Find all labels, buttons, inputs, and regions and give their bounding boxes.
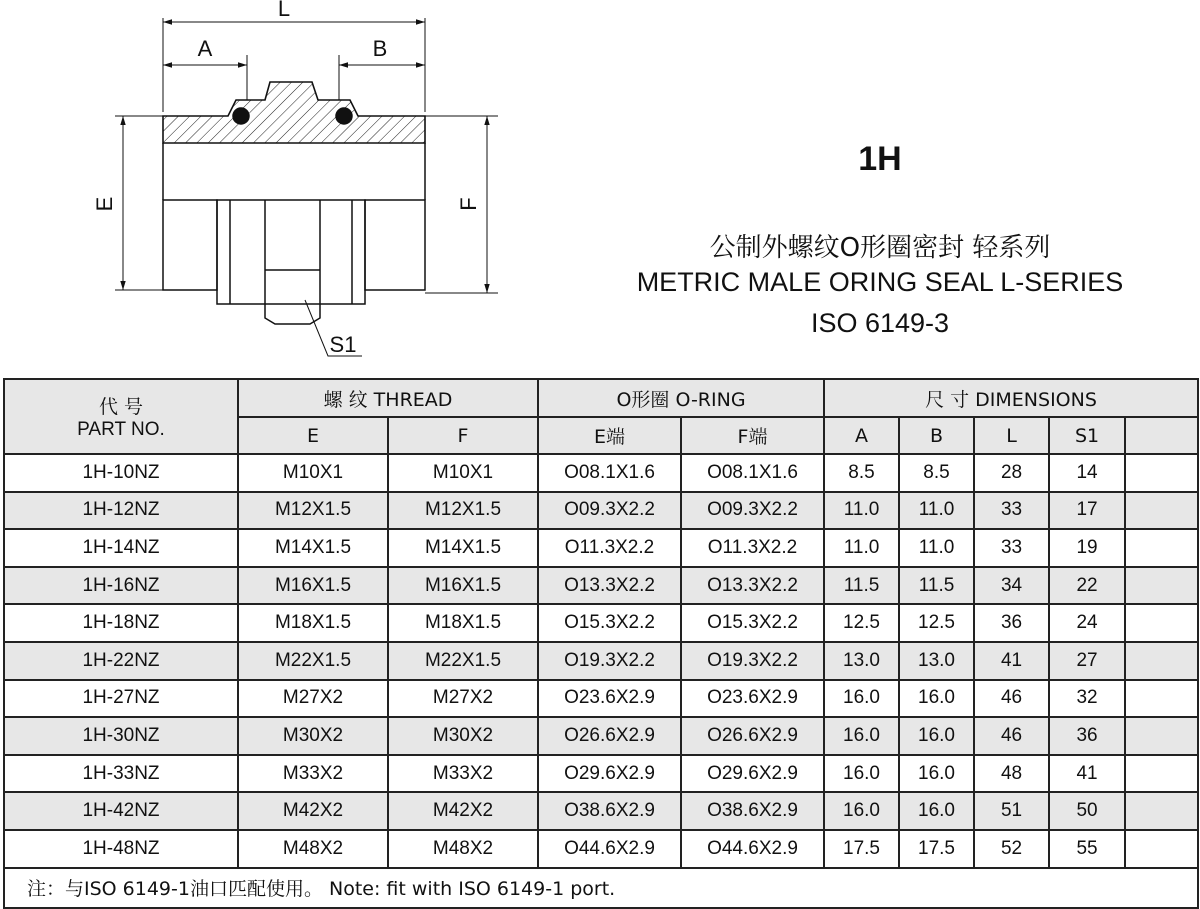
table-cell: 36 [974,604,1049,642]
table-cell: 36 [1049,717,1125,755]
table-row [4,454,1198,492]
dimensions-table [3,378,1199,909]
table-cell: 16.0 [824,792,899,830]
table-row [4,604,1198,642]
table-cell: O44.6X2.9 [538,830,681,868]
table-cell: M18X1.5 [238,604,388,642]
table-cell: 16.0 [899,680,974,718]
table-cell: M22X1.5 [388,642,538,680]
thread-group-header: 螺 纹 THREAD [238,379,538,417]
sub-header-4: A [824,417,899,454]
table-cell: 16.0 [824,755,899,793]
table-cell: 55 [1049,830,1125,868]
table-cell: O15.3X2.2 [681,604,824,642]
table-cell: 17 [1049,492,1125,530]
table-cell: 13.0 [899,642,974,680]
part-no-header-en: PART NO. [77,419,165,440]
table-cell: O09.3X2.2 [538,492,681,530]
dim-label-l: L [277,0,291,21]
table-cell: O23.6X2.9 [681,680,824,718]
table-cell: M30X2 [388,717,538,755]
table-cell: 1H-30NZ [4,717,238,755]
table-cell: 1H-27NZ [4,680,238,718]
table-cell [1125,492,1198,530]
table-cell [1125,604,1198,642]
table-cell: M16X1.5 [238,567,388,605]
table-cell: 41 [974,642,1049,680]
title-chinese: 公制外螺纹O形圈密封 轻系列 [709,233,1051,263]
sub-header-7: S1 [1049,417,1125,454]
table-cell: M12X1.5 [238,492,388,530]
sub-header-2: E端 [538,417,681,454]
table-cell: 12.5 [899,604,974,642]
table-cell: 1H-33NZ [4,755,238,793]
table-cell: O19.3X2.2 [681,642,824,680]
table-cell [1125,454,1198,492]
product-code: 1H [858,140,902,178]
table-cell: 1H-16NZ [4,567,238,605]
table-cell: O26.6X2.9 [681,717,824,755]
sub-header-3: F端 [681,417,824,454]
table-cell: M48X2 [238,830,388,868]
table-row [4,830,1198,868]
table-cell: 14 [1049,454,1125,492]
table-cell: 8.5 [824,454,899,492]
table-cell: 16.0 [899,755,974,793]
table-cell: 52 [974,830,1049,868]
table-cell: 1H-10NZ [4,454,238,492]
table-cell: O13.3X2.2 [538,567,681,605]
table-cell [1125,792,1198,830]
dim-label-e: E [92,196,117,212]
table-note: 注：与ISO 6149-1油口匹配使用。 Note: fit with ISO 6149-1 port. [4,868,1198,908]
table-cell: M10X1 [388,454,538,492]
table-cell: M14X1.5 [388,529,538,567]
oring-group-header: O形圈 O-RING [538,379,824,417]
title-english: METRIC MALE ORING SEAL L-SERIES [636,267,1124,297]
table-cell: 1H-12NZ [4,492,238,530]
table-cell: M16X1.5 [388,567,538,605]
table-cell: O26.6X2.9 [538,717,681,755]
table-cell: O44.6X2.9 [681,830,824,868]
table-cell: 34 [974,567,1049,605]
table-row [4,717,1198,755]
table-cell: M48X2 [388,830,538,868]
table-cell: 17.5 [824,830,899,868]
table-cell: 27 [1049,642,1125,680]
table-cell [1125,567,1198,605]
table-cell: 46 [974,680,1049,718]
dim-label-b: B [372,36,388,61]
table-cell: 28 [974,454,1049,492]
table-cell [1125,830,1198,868]
table-cell: O19.3X2.2 [538,642,681,680]
table-cell: M42X2 [238,792,388,830]
table-cell: 33 [974,492,1049,530]
table-cell: M33X2 [388,755,538,793]
table-cell [1125,717,1198,755]
table-cell: 1H-42NZ [4,792,238,830]
sub-header-0: E [238,417,388,454]
table-cell: 51 [974,792,1049,830]
table-row [4,755,1198,793]
table-cell: O08.1X1.6 [538,454,681,492]
table-cell: O29.6X2.9 [538,755,681,793]
table-cell: M42X2 [388,792,538,830]
table-cell: 17.5 [899,830,974,868]
table-cell: M22X1.5 [238,642,388,680]
table-cell: O23.6X2.9 [538,680,681,718]
table-cell: 41 [1049,755,1125,793]
table-cell: 16.0 [824,717,899,755]
dim-label-s1: S1 [329,332,357,357]
table-cell: O11.3X2.2 [538,529,681,567]
table-cell: 11.0 [899,529,974,567]
sub-header-5: B [899,417,974,454]
table-cell: O08.1X1.6 [681,454,824,492]
table-cell [1125,755,1198,793]
table-cell: O38.6X2.9 [538,792,681,830]
table-cell: M10X1 [238,454,388,492]
title-standard: ISO 6149-3 [810,308,950,338]
sub-header-8 [1125,417,1198,454]
table-cell: O29.6X2.9 [681,755,824,793]
sub-header-6: L [974,417,1049,454]
table-cell [1125,529,1198,567]
table-cell: 1H-14NZ [4,529,238,567]
table-cell [1125,680,1198,718]
table-cell: M27X2 [238,680,388,718]
dim-label-a: A [197,36,213,61]
table-row [4,642,1198,680]
table-cell: M27X2 [388,680,538,718]
title-block [560,0,1200,372]
table-cell: 33 [974,529,1049,567]
table-cell: 50 [1049,792,1125,830]
table-cell: 16.0 [899,717,974,755]
table-cell: M12X1.5 [388,492,538,530]
table-cell: 16.0 [824,680,899,718]
table-cell: 1H-18NZ [4,604,238,642]
table-cell: M33X2 [238,755,388,793]
dimensions-group-header: 尺 寸 DIMENSIONS [824,379,1198,417]
table-cell: M30X2 [238,717,388,755]
table-row [4,492,1198,530]
table-row [4,567,1198,605]
part-no-header-cn: 代 号 [98,396,144,418]
table-cell: O09.3X2.2 [681,492,824,530]
table-cell: 1H-48NZ [4,830,238,868]
table-cell: O38.6X2.9 [681,792,824,830]
table-cell: 48 [974,755,1049,793]
table-cell: 11.0 [824,529,899,567]
table-cell: 19 [1049,529,1125,567]
table-cell: 11.0 [824,492,899,530]
table-cell: 16.0 [899,792,974,830]
table-cell: 11.0 [899,492,974,530]
table-cell: 11.5 [824,567,899,605]
table-cell: O13.3X2.2 [681,567,824,605]
table-cell: O11.3X2.2 [681,529,824,567]
table-cell: 22 [1049,567,1125,605]
table-cell [1125,642,1198,680]
table-cell: 8.5 [899,454,974,492]
table-cell: M14X1.5 [238,529,388,567]
fitting-technical-drawing [0,0,560,372]
table-cell: 11.5 [899,567,974,605]
table-cell: M18X1.5 [388,604,538,642]
part-no-header [4,379,238,454]
sub-header-1: F [388,417,538,454]
table-cell: O15.3X2.2 [538,604,681,642]
dim-label-f: F [456,197,481,211]
table-row [4,529,1198,567]
table-cell: 46 [974,717,1049,755]
table-cell: 1H-22NZ [4,642,238,680]
table-cell: 24 [1049,604,1125,642]
table-cell: 12.5 [824,604,899,642]
table-row [4,680,1198,718]
table-row [4,792,1198,830]
table-cell: 13.0 [824,642,899,680]
table-cell: 32 [1049,680,1125,718]
